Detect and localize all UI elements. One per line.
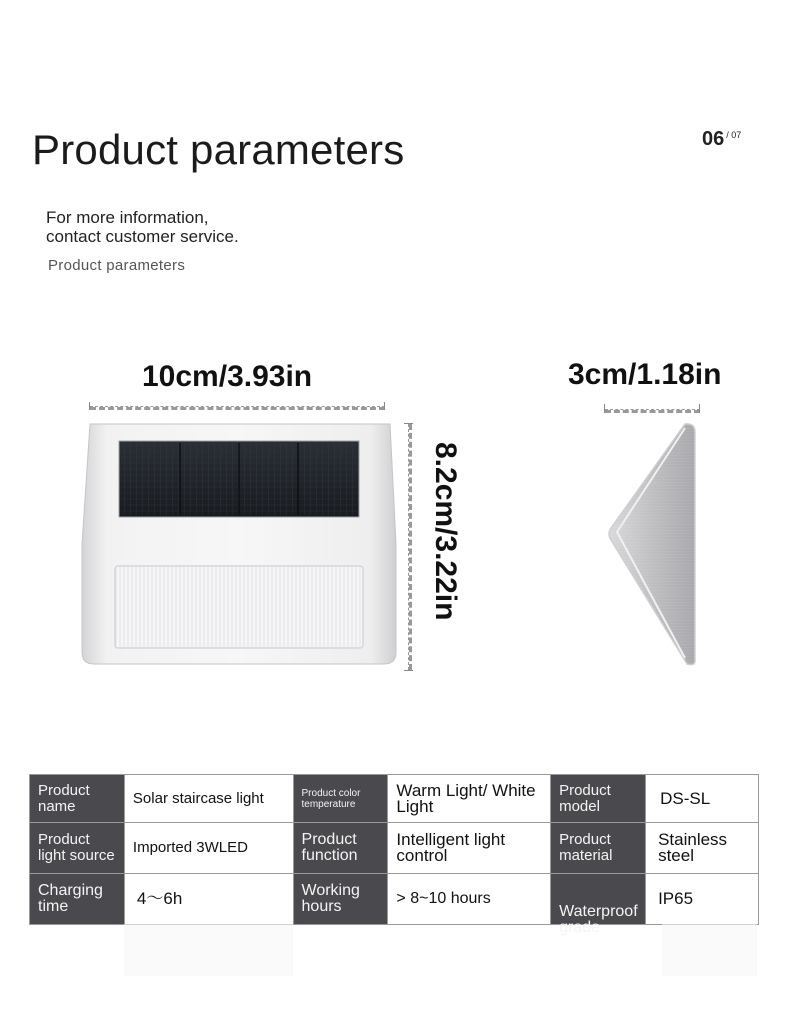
waterproof-label-clip: Waterproof grade [559, 903, 638, 936]
table-row [30, 823, 759, 874]
param-label: Product model [551, 775, 646, 823]
info-line-2: contact customer service. [46, 227, 239, 246]
param-value: Stainless steel [646, 823, 759, 874]
param-label: Product light source [30, 823, 125, 874]
page-total-value: 07 [731, 130, 742, 140]
background-fade-left [124, 924, 293, 976]
solar-light-side-image [605, 422, 697, 668]
param-label: Working hours [293, 874, 388, 925]
section-subtitle: Product parameters [48, 257, 186, 274]
page-number [702, 128, 741, 151]
param-label: Product function [293, 823, 388, 874]
width-tick-left [89, 402, 90, 410]
table-row [30, 874, 759, 925]
param-label: Charging time [30, 874, 125, 925]
height-tick-top [404, 423, 413, 424]
width-dimension-line [90, 406, 385, 410]
depth-tick-left [604, 404, 605, 413]
table-row [30, 775, 759, 823]
parameters-table [29, 774, 759, 936]
height-dimension-label: 8.2cm/3.22in [429, 442, 462, 621]
info-text [46, 208, 239, 246]
depth-tick-right [699, 404, 700, 413]
param-label [551, 874, 646, 936]
background-fade-right [662, 924, 757, 976]
param-value: IP65 [646, 874, 759, 925]
param-value: 4～6h [124, 874, 293, 925]
param-value: Intelligent light control [388, 823, 551, 874]
param-value: Imported 3WLED [124, 823, 293, 874]
page-title: Product parameters [32, 126, 405, 173]
depth-dimension-label: 3cm/1.18in [568, 358, 722, 391]
width-tick-right [384, 402, 385, 410]
param-value: DS-SL [646, 775, 759, 823]
param-value: Solar staircase light [124, 775, 293, 823]
width-dimension-label: 10cm/3.93in [142, 360, 313, 393]
page-total: / 07 [726, 130, 742, 140]
page-current: 06 [702, 128, 725, 150]
height-tick-bottom [404, 670, 413, 671]
depth-dimension-line [605, 409, 700, 413]
param-label: Product name [30, 775, 125, 823]
param-label: Product color temperature [293, 775, 388, 823]
param-label: Product material [551, 823, 646, 874]
info-line-1: For more information, [46, 208, 209, 227]
param-value: > 8~10 hours [388, 874, 551, 925]
height-dimension-line [408, 424, 412, 670]
solar-light-front-image [82, 424, 397, 666]
param-value: Warm Light/ White Light [388, 775, 551, 823]
